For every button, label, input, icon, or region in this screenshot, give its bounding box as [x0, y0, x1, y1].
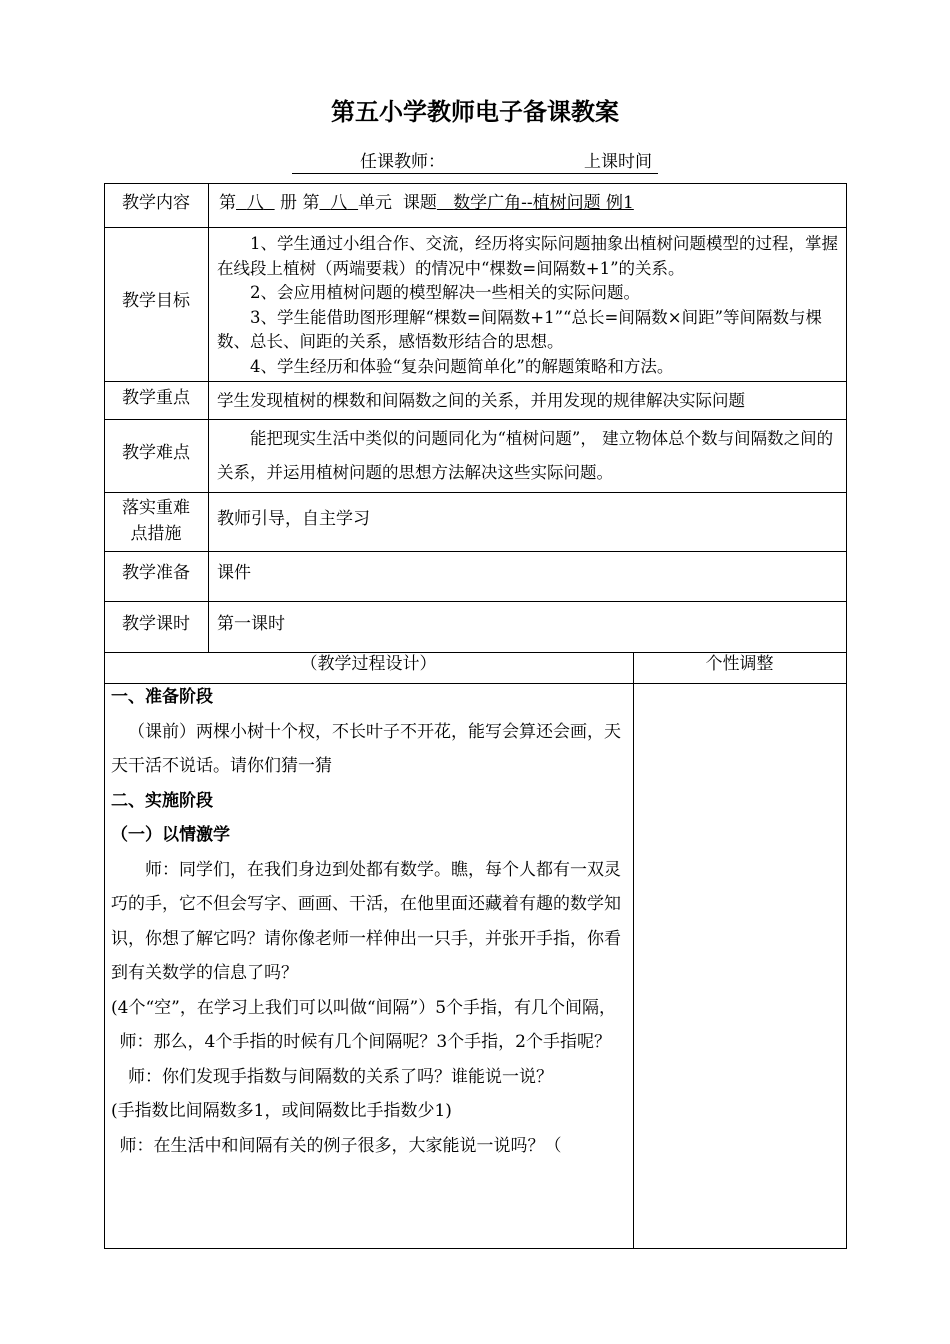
goals-label: 教学目标 [122, 291, 190, 311]
process-paragraph: （课前）两棵小树十个杈，不长叶子不开花，能写会算还会画，天天干活不说话。请你们猜一猜 [111, 721, 621, 776]
process-paragraph: 师：那么，4个手指的时候有几个间隔呢？3个手指，2个手指呢？ [119, 1032, 611, 1052]
process-content [111, 680, 627, 1163]
table-border-right [846, 183, 847, 1249]
table-border-left [104, 183, 105, 1249]
volume-suffix: 册 [280, 193, 298, 213]
topic-label: 课题 [402, 193, 437, 213]
goal-item: 1、学生通过小组合作、交流，经历将实际问题抽象出植树问题模型的过程，掌握在线段上植树（两端要栽）的情况中“棵数=间隔数+1”的关系。 [217, 234, 838, 278]
row-divider [104, 381, 847, 382]
measures-text: 教师引导，自主学习 [217, 509, 370, 529]
period-label: 教学课时 [122, 614, 190, 634]
measures-label-line2: 点措施 [130, 524, 182, 544]
process-header: （教学过程设计） [300, 654, 437, 674]
row-divider [104, 551, 847, 552]
row-divider [104, 601, 847, 602]
content-value [219, 191, 839, 215]
adjust-column-divider [633, 652, 634, 1249]
section-heading: 一、准备阶段 [111, 687, 213, 707]
goal-item: 4、学生经历和体验“复杂问题简单化”的解题策略和方法。 [250, 356, 674, 376]
difficulty-label: 教学难点 [122, 443, 190, 463]
goal-item: 2、会应用植树问题的模型解决一些相关的实际问题。 [250, 283, 640, 302]
goals-content [217, 232, 841, 379]
section-heading: 二、实施阶段 [111, 790, 213, 811]
unit-prefix: 第 [302, 193, 320, 213]
key-point-label: 教学重点 [122, 388, 190, 408]
process-paragraph: 师：在生活中和间隔有关的例子很多，大家能说一说吗？（ [119, 1135, 562, 1156]
volume-number [236, 193, 275, 213]
section-heading: （一）以情激学 [111, 825, 230, 845]
unit-number [319, 193, 358, 213]
table-border-bottom [104, 1248, 847, 1249]
topic-text: 数学广角--植树问题 例1 [453, 193, 634, 213]
period-text: 第一课时 [217, 614, 285, 634]
row-divider [104, 492, 847, 493]
content-label: 教学内容 [122, 193, 190, 213]
preparation-label: 教学准备 [122, 563, 190, 583]
teacher-label: 任课教师： [360, 152, 445, 172]
page-title: 第五小学教师电子备课教案 [331, 98, 619, 126]
measures-label-line1: 落实重难 [122, 498, 190, 518]
process-paragraph: 师：你们发现手指数与间隔数的关系了吗？谁能说一说？ [128, 1066, 553, 1087]
volume-value: 八 [246, 193, 264, 213]
unit-suffix: 单元 [358, 193, 393, 213]
measures-label [104, 495, 208, 547]
preparation-text: 课件 [217, 563, 251, 583]
teacher-line [292, 147, 658, 174]
volume-prefix: 第 [219, 193, 236, 213]
row-divider [104, 419, 847, 420]
time-label: 上课时间 [584, 152, 652, 172]
process-paragraph: (手指数比间隔数多1，或间隔数比手指数少1) [111, 1101, 452, 1121]
table-border-top [104, 183, 847, 184]
adjust-header: 个性调整 [705, 654, 774, 674]
row-divider [104, 227, 847, 228]
label-column-divider [208, 183, 209, 652]
topic-value [437, 193, 634, 213]
goal-item: 3、学生能借助图形理解“棵数=间隔数+1”“总长=间隔数×间距”等间隔数与棵数、总长、间距的关系，感悟数形结合的思想。 [217, 307, 823, 351]
key-point-text: 学生发现植树的棵数和间隔数之间的关系，并用发现的规律解决实际问题 [217, 391, 745, 410]
process-paragraph: (4个“空”，在学习上我们可以叫做“间隔”）5个手指，有几个间隔， [111, 997, 617, 1018]
process-paragraph: 师：同学们，在我们身边到处都有数学。瞧，每个人都有一双灵巧的手，它不但会写字、画画、干活，在他里面还藏着有趣的数学知识，你想了解它吗？请你像老师一样伸出一只手，并张开手指，你看到有关数学的信息了吗？ [111, 859, 621, 983]
lesson-plan-table [104, 183, 847, 1249]
unit-value: 八 [330, 193, 348, 213]
difficulty-text: 能把现实生活中类似的问题同化为“植树问题”， 建立物体总个数与间隔数之间的关系，并运用植树问题的思想方法解决这些实际问题。 [217, 429, 834, 482]
